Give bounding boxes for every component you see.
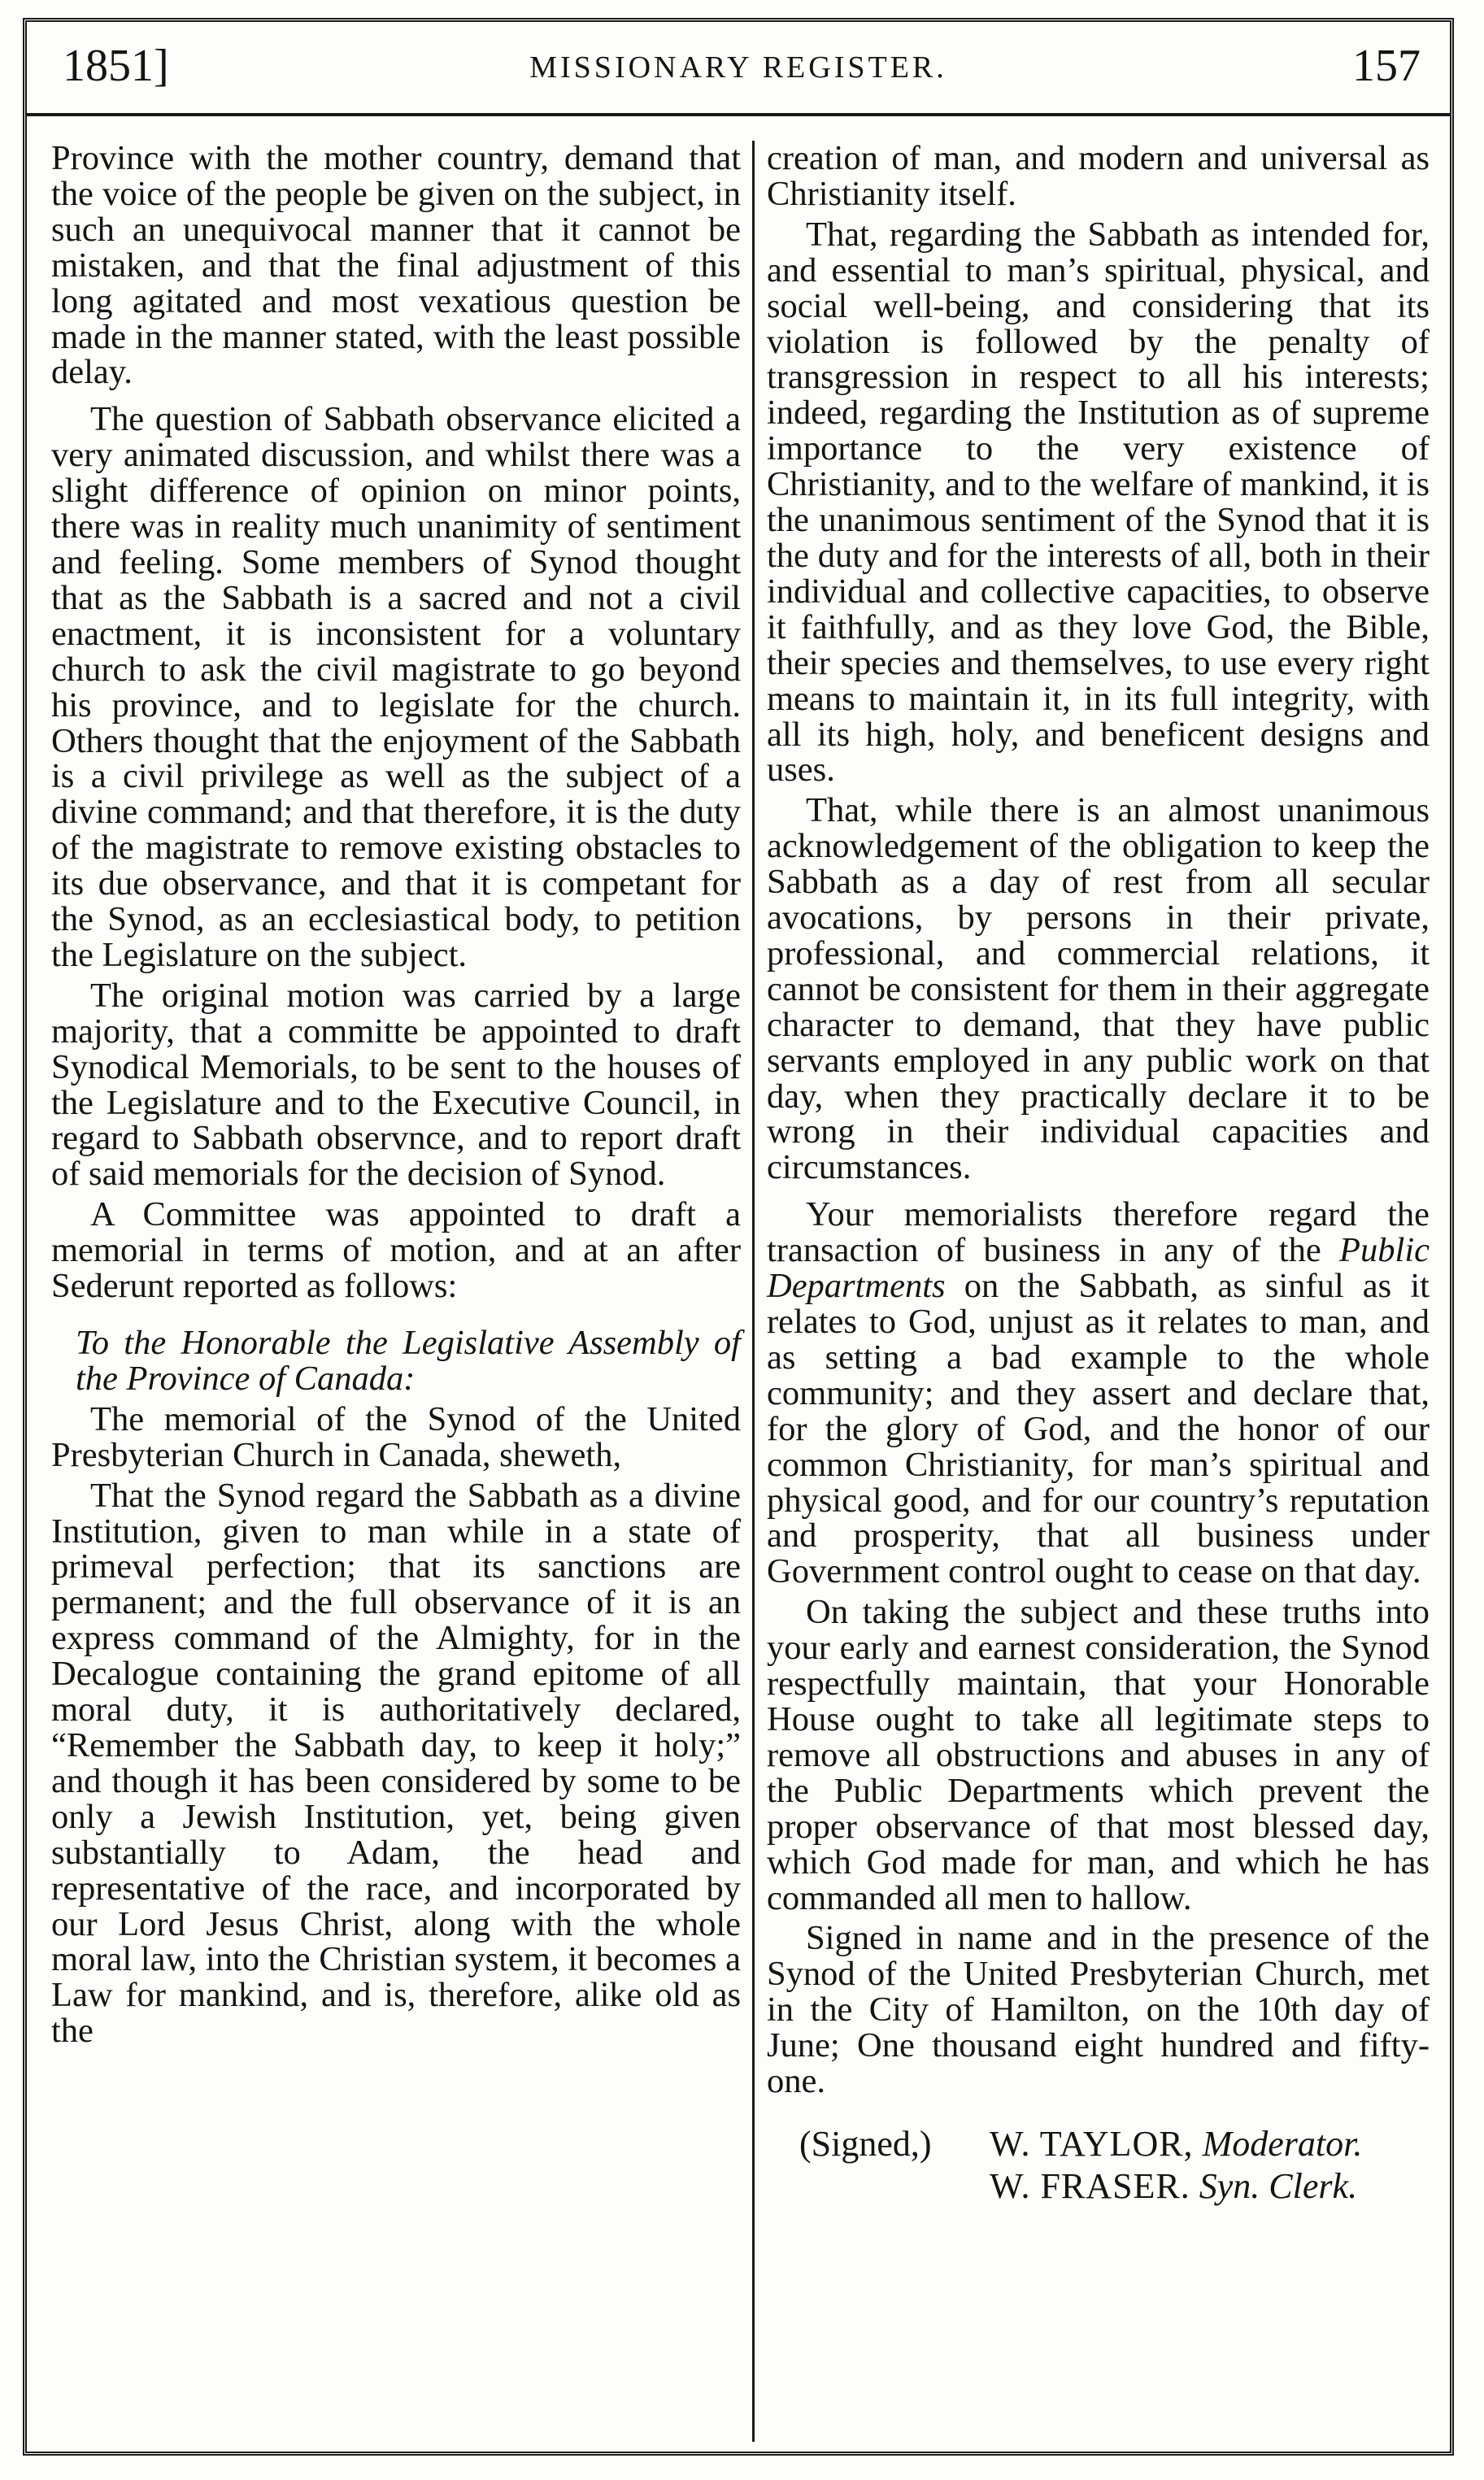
left-column: [51, 141, 755, 2442]
left-paragraph-2: The question of Sabbath observance elicited a very animated discussion, and whilst there was a slight difference of opinion on minor points, there was in reality much unanimity of sentiment and feeling. Some members of Synod thought that as the Sabbath is a sacred and not a civil enactment, it is inconsistent for a voluntary church to ask the civil magistrate to go beyond his province, and to legislate for the church. Others thought that the enjoyment of the Sabbath is a civil privilege as well as the subject of a divine command; and that therefore, it is the duty of the magistrate to remove existing obstacles to its due observance, and that it is competant for the Synod, as an ecclesiastical body, to petition the Legislature on the subject.: [51, 400, 741, 974]
signatory-2: [990, 2166, 1357, 2207]
header-title: MISSIONARY REGISTER.: [529, 50, 947, 85]
page-header: [27, 22, 1450, 116]
right-paragraph-2: That, regarding the Sabbath as intended for, and essential to man’s spiritual, physical, and social well-being, and considering that its violation is followed by the penalty of transgression in respect to all his interests; indeed, regarding the Institution as of supreme importance to the very existence of Christianity, and to the welfare of mankind, it is the unanimous sentiment of the Synod that it is the duty and for the interests of all, both in their individual and collective capacities, to observe it faithfully, and as they love God, the Bible, their species and themselves, to use every right means to maintain it, in its full integrity, with all its high, holy, and beneficent designs and uses.: [767, 215, 1430, 790]
header-year: 1851]: [63, 41, 169, 91]
header-page-number: 157: [1352, 41, 1421, 91]
right-paragraph-5: On taking the subject and these truths into your early and earnest consideration, the Synod respectfully maintain, that your Honorable House ought to take all legitimate steps to remove all obstructions and abuses in any of the Public Departments which prevent the proper observance of that most blessed day, which God made for man, and which he has commanded all men to hallow.: [767, 1593, 1430, 1917]
right-paragraph-4-end: on the Sabbath, as sinful as it relates to God, unjust as it relates to man, and as setting a bad example to the whole community; and they assert and declare that, for the glory of God, and the honor of our common Christianity, for man’s spiritual and physical good, and for our country’s reputation and prosperity, that all business under Government control ought to cease on that day.: [767, 1267, 1430, 1591]
signature-block: [767, 2124, 1430, 2213]
right-paragraph-6: Signed in name and in the presence of the Synod of the United Presbyterian Church, met in the City of Hamilton, on the 10th day of June; One thousand eight hundred and fifty-one.: [767, 1919, 1430, 2101]
left-paragraph-5: The memorial of the Synod of the United Presbyterian Church in Canada, sheweth,: [51, 1399, 741, 1474]
left-paragraph-1: Province with the mother country, demand that the voice of the people be given on the subject, in such an unequivocal manner that it cannot be mistaken, and that the final adjustment of this long agitated and most vexatious question be made in the manner stated, with the least possible delay.: [51, 139, 741, 392]
signatory-2-name: W. FRASER.: [990, 2165, 1190, 2206]
right-column: [767, 141, 1430, 2213]
signatory-2-role: Syn. Clerk.: [1199, 2165, 1358, 2206]
signatory-1: [990, 2124, 1362, 2165]
newspaper-page: [23, 18, 1454, 2456]
memorial-salutation: To the Honorable the Legislative Assembly of the Province of Canada:: [76, 1324, 741, 1398]
right-paragraph-1: creation of man, and modern and universal as Christianity itself.: [767, 139, 1430, 213]
signatory-1-name: W. TAYLOR,: [990, 2123, 1194, 2164]
right-paragraph-4-start: Your memorialists therefore regard the transaction of business in any of the: [767, 1195, 1430, 1270]
left-paragraph-3: The original motion was carried by a large majority, that a committe be appointed to draft Synodical Memorials, to be sent to the houses of the Legislature and to the Executive Council, in regard to Sabbath observnce, and to report draft of said memorials for the decision of Synod.: [51, 976, 741, 1194]
public-departments-italic: Public Departments: [767, 1231, 1430, 1306]
signatory-1-role: Moderator.: [1202, 2123, 1363, 2164]
right-paragraph-4: [767, 1197, 1430, 1590]
right-paragraph-3: That, while there is an almost unanimous acknowledgement of the obligation to keep the Sabbath as a day of rest from all secular avocations, by persons in their private, professional, and commercial relations, it cannot be consistent for them in their aggregate character to demand, that they have public servants employed in any public work on that day, when they practically declare it to be wrong in their individual capacities and circumstances.: [767, 791, 1430, 1187]
left-paragraph-4: A Committee was appointed to draft a memorial in terms of motion, and at an after Sederunt reported as follows:: [51, 1195, 741, 1306]
left-paragraph-6: That the Synod regard the Sabbath as a divine Institution, given to man while in a state of primeval perfection; that its sanctions are permanent; and the full observance of it is an express command of the Almighty, for in the Decalogue containing the grand epitome of all moral duty, it is authoritatively declared, “Remember the Sabbath day, to keep it holy;” and though it has been considered by some to be only a Jewish Institution, yet, being given substantially to Adam, the head and representative of the race, and incorporated by our Lord Jesus Christ, along with the whole moral law, into the Christian system, it becomes a Law for mankind, and is, therefore, alike old as the: [51, 1476, 741, 2051]
signed-label: (Signed,): [799, 2123, 932, 2164]
